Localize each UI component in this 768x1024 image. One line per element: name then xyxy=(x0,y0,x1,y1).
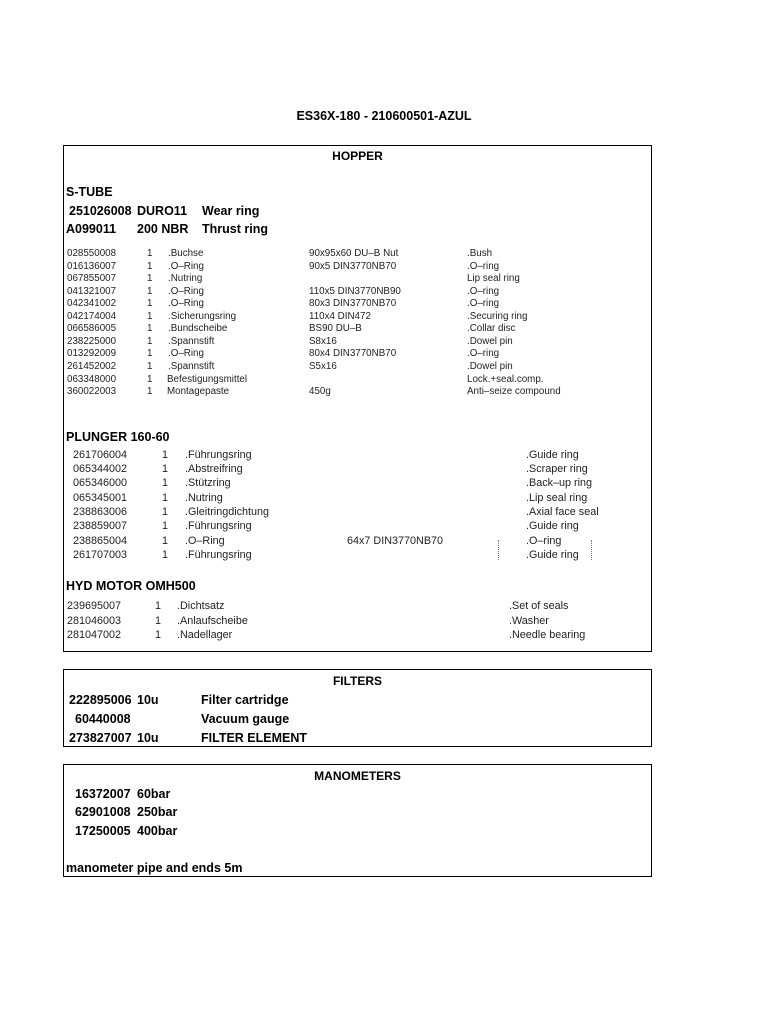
item-code: 273827007 xyxy=(69,731,132,745)
part-name: .Sicherungsring xyxy=(168,311,237,322)
document-title: ES36X-180 - 210600501-AZUL xyxy=(296,109,472,123)
part-name: .Nutring xyxy=(185,492,223,504)
item-spec: 10u xyxy=(137,731,159,745)
part-english: Lip seal ring xyxy=(467,273,520,284)
item-desc: Vacuum gauge xyxy=(201,712,290,726)
part-code: 042341002 xyxy=(67,298,117,309)
part-qty: 1 xyxy=(147,323,153,334)
part-row xyxy=(64,298,651,311)
part-name: .Anlaufscheibe xyxy=(177,615,248,627)
stube-heading: S-TUBE xyxy=(66,185,113,199)
part-spec: 450g xyxy=(309,386,331,397)
part-name: .O–Ring xyxy=(185,535,225,547)
part-code: 261452002 xyxy=(67,361,117,372)
part-english: .Guide ring xyxy=(526,520,579,532)
part-name: .O–Ring xyxy=(168,261,204,272)
part-spec: S8x16 xyxy=(309,336,337,347)
part-qty: 1 xyxy=(155,629,162,641)
part-code: 065345001 xyxy=(73,492,128,504)
part-qty: 1 xyxy=(162,492,169,504)
part-code: 261706004 xyxy=(73,449,128,461)
part-english: .Back–up ring xyxy=(526,477,593,489)
part-name: .Gleitringdichtung xyxy=(185,506,270,518)
part-english: .O–ring xyxy=(526,535,562,547)
part-qty: 1 xyxy=(147,261,153,272)
part-qty: 1 xyxy=(147,348,153,359)
part-code: 065344002 xyxy=(73,463,128,475)
part-code: 028550008 xyxy=(67,248,117,259)
part-spec: 64x7 DIN3770NB70 xyxy=(347,535,444,547)
part-name: .O–Ring xyxy=(168,286,204,297)
part-english: Anti–seize compound xyxy=(467,386,561,397)
part-code: 261707003 xyxy=(73,549,128,561)
item-code: 251026008 xyxy=(69,204,132,218)
part-name: .Stützring xyxy=(185,477,231,489)
item-code: 222895006 xyxy=(69,693,132,707)
part-english: .Guide ring xyxy=(526,549,579,561)
part-row xyxy=(64,323,651,336)
part-name: .Spannstift xyxy=(168,336,215,347)
item-code: 17250005 xyxy=(75,824,131,838)
part-code: 239695007 xyxy=(67,600,122,612)
part-qty: 1 xyxy=(155,615,162,627)
part-row xyxy=(64,506,651,520)
part-row xyxy=(64,477,651,491)
part-qty: 1 xyxy=(162,449,169,461)
part-code: 281046003 xyxy=(67,615,122,627)
part-english: .Set of seals xyxy=(509,600,569,612)
part-code: 360022003 xyxy=(67,386,117,397)
part-english: Lock.+seal.comp. xyxy=(467,374,544,385)
hopper-title: HOPPER xyxy=(332,149,383,163)
part-row xyxy=(64,492,651,506)
item-desc: Thrust ring xyxy=(202,222,268,236)
part-name: .Nutring xyxy=(168,273,203,284)
item-spec: 400bar xyxy=(137,824,178,838)
part-qty: 1 xyxy=(162,506,169,518)
part-name: .O–Ring xyxy=(168,298,204,309)
part-english: .O–ring xyxy=(467,348,500,359)
part-qty: 1 xyxy=(147,311,153,322)
part-spec: 80x4 DIN3770NB70 xyxy=(309,348,397,359)
part-name: .Nadellager xyxy=(177,629,233,641)
part-english: .Bush xyxy=(467,248,493,259)
part-code: 016136007 xyxy=(67,261,117,272)
part-spec: 90x95x60 DU–B Nut xyxy=(309,248,399,259)
part-english: .Securing ring xyxy=(467,311,528,322)
part-qty: 1 xyxy=(147,361,153,372)
part-name: .Abstreifring xyxy=(185,463,243,475)
part-english: .Washer xyxy=(509,615,549,627)
item-code: 62901008 xyxy=(75,805,131,819)
part-row xyxy=(64,361,651,374)
item-desc: Filter cartridge xyxy=(201,693,289,707)
item-spec: 60bar xyxy=(137,787,171,801)
plunger-heading: PLUNGER 160-60 xyxy=(66,430,170,444)
part-qty: 1 xyxy=(147,286,153,297)
part-spec: 80x3 DIN3770NB70 xyxy=(309,298,397,309)
part-qty: 1 xyxy=(147,386,153,397)
part-code: 042174004 xyxy=(67,311,117,322)
part-name: .Dichtsatz xyxy=(177,600,225,612)
part-row xyxy=(64,600,651,614)
filters-section xyxy=(63,669,652,747)
filters-title: FILTERS xyxy=(332,674,383,688)
part-name: .Führungsring xyxy=(185,520,252,532)
part-english: .Needle bearing xyxy=(509,629,586,641)
part-english: .Guide ring xyxy=(526,449,579,461)
part-row xyxy=(64,248,651,261)
part-row xyxy=(64,629,651,643)
manometers-section xyxy=(63,764,652,877)
scan-artifact xyxy=(498,540,592,560)
part-qty: 1 xyxy=(162,520,169,532)
part-qty: 1 xyxy=(162,477,169,489)
part-english: .O–ring xyxy=(467,261,500,272)
part-row xyxy=(64,463,651,477)
manometer-note: manometer pipe and ends 5m xyxy=(66,861,243,875)
part-english: .Lip seal ring xyxy=(526,492,588,504)
part-english: .Scraper ring xyxy=(526,463,588,475)
part-qty: 1 xyxy=(155,600,162,612)
part-row xyxy=(64,520,651,534)
part-qty: 1 xyxy=(147,374,153,385)
item-code: 60440008 xyxy=(75,712,131,726)
part-row xyxy=(64,348,651,361)
hopper-section xyxy=(63,145,652,652)
part-qty: 1 xyxy=(147,336,153,347)
part-code: 065346000 xyxy=(73,477,128,489)
part-spec: 110x5 DIN3770NB90 xyxy=(309,286,401,297)
part-name: .O–Ring xyxy=(168,348,204,359)
manometers-title: MANOMETERS xyxy=(314,769,401,783)
hyd-motor-heading: HYD MOTOR OMH500 xyxy=(66,579,196,593)
part-name: Befestigungsmittel xyxy=(167,374,248,385)
part-code: 238863006 xyxy=(73,506,128,518)
part-name: .Spannstift xyxy=(168,361,215,372)
item-spec: 200 NBR xyxy=(137,222,189,236)
part-qty: 1 xyxy=(147,298,153,309)
part-name: Montagepaste xyxy=(167,386,230,397)
item-spec: 250bar xyxy=(137,805,178,819)
part-code: 063348000 xyxy=(67,374,117,385)
part-row xyxy=(64,449,651,463)
item-spec: DURO11 xyxy=(137,204,188,218)
part-code: 238865004 xyxy=(73,535,128,547)
part-code: 238225000 xyxy=(67,336,117,347)
item-desc: FILTER ELEMENT xyxy=(201,731,308,745)
part-english: .O–ring xyxy=(467,298,500,309)
part-row xyxy=(64,273,651,286)
part-name: .Führungsring xyxy=(185,549,252,561)
part-spec: 90x5 DIN3770NB70 xyxy=(309,261,397,272)
part-english: .Axial face seal xyxy=(526,506,599,518)
part-spec: BS90 DU–B xyxy=(309,323,362,334)
part-english: .O–ring xyxy=(467,286,500,297)
part-name: .Bundscheibe xyxy=(168,323,228,334)
part-qty: 1 xyxy=(162,463,169,475)
item-spec: 10u xyxy=(137,693,159,707)
part-code: 238859007 xyxy=(73,520,128,532)
part-code: 066586005 xyxy=(67,323,117,334)
item-code: A099011 xyxy=(66,222,117,236)
item-desc: Wear ring xyxy=(202,204,260,218)
part-code: 281047002 xyxy=(67,629,122,641)
part-qty: 1 xyxy=(162,549,169,561)
part-row xyxy=(64,386,651,399)
part-code: 013292009 xyxy=(67,348,117,359)
item-code: 16372007 xyxy=(75,787,131,801)
part-qty: 1 xyxy=(162,535,169,547)
part-code: 067855007 xyxy=(67,273,117,284)
part-row xyxy=(64,615,651,629)
part-qty: 1 xyxy=(147,248,153,259)
part-qty: 1 xyxy=(147,273,153,284)
part-english: .Collar disc xyxy=(467,323,516,334)
part-spec: S5x16 xyxy=(309,361,337,372)
part-name: .Führungsring xyxy=(185,449,252,461)
part-english: .Dowel pin xyxy=(467,361,513,372)
part-spec: 110x4 DIN472 xyxy=(309,311,371,322)
part-code: 041321007 xyxy=(67,286,117,297)
part-english: .Dowel pin xyxy=(467,336,513,347)
part-name: .Buchse xyxy=(168,248,204,259)
